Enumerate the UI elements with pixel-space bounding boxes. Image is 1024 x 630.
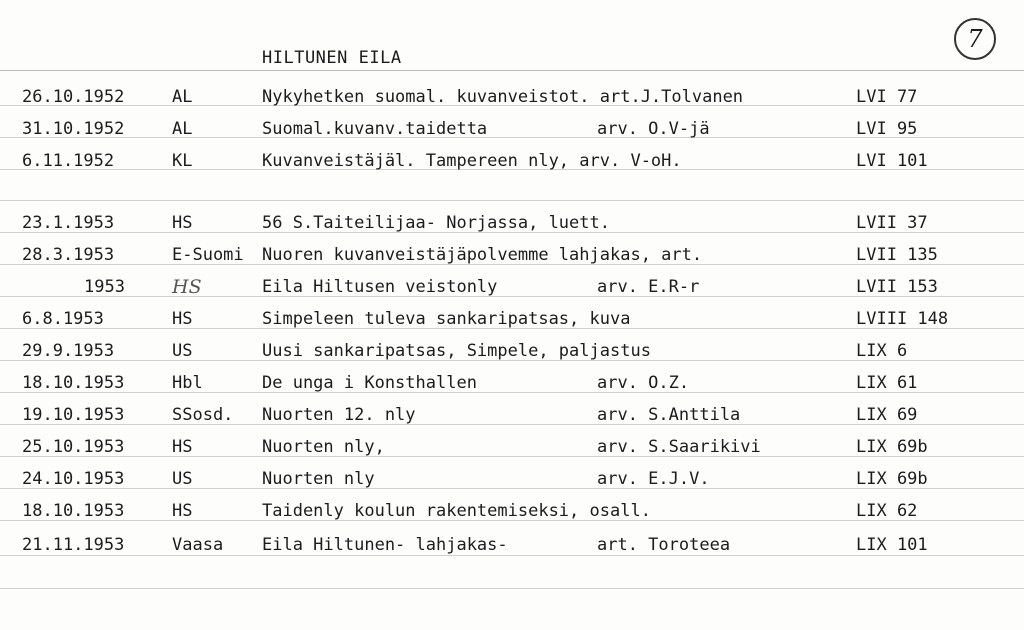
entry-source: SSosd. (172, 405, 234, 425)
entry-reference: LIX 69b (856, 437, 928, 457)
entry-date: 26.10.1952 (22, 87, 125, 107)
entry-date: 28.3.1953 (22, 245, 115, 265)
entry-note: arv. S.Anttila (597, 405, 741, 425)
entry-date: 18.10.1953 (22, 373, 125, 393)
entry-reference: LVII 37 (856, 213, 928, 233)
entry-text: Eila Hiltusen veistonly (262, 277, 498, 297)
ruled-line (0, 200, 1024, 201)
entry-source: HS (172, 437, 193, 457)
entry-note: arv. E.J.V. (597, 469, 710, 489)
entry-text: Nykyhetken suomal. kuvanveistot. art.J.Tolvanen (262, 87, 744, 107)
entry-text: 56 S.Taiteilijaa- Norjassa, luett. (262, 213, 610, 233)
entry-text: Nuorten nly (262, 469, 375, 489)
card-title: HILTUNEN EILA (262, 48, 402, 68)
entry-text: Nuorten nly, (262, 437, 385, 457)
entry-reference: LVI 95 (856, 119, 918, 139)
entry-reference: LIX 101 (856, 535, 928, 555)
entry-date: 19.10.1953 (22, 405, 125, 425)
ruled-line (0, 588, 1024, 589)
entry-text: Simpeleen tuleva sankaripatsas, kuva (262, 309, 631, 329)
entry-source: US (172, 341, 193, 361)
entry-text: Nuoren kuvanveistäjäpolvemme lahjakas, art. (262, 245, 703, 265)
entry-source: US (172, 469, 193, 489)
entry-note: arv. O.Z. (597, 373, 690, 393)
entry-text: Taidenly koulun rakentemiseksi, osall. (262, 501, 651, 521)
entry-reference: LVIII 148 (856, 309, 949, 329)
entry-date: 24.10.1953 (22, 469, 125, 489)
entry-reference: LVI 77 (856, 87, 918, 107)
ruled-line (0, 70, 1024, 71)
entry-date: 18.10.1953 (22, 501, 125, 521)
entry-reference: LIX 61 (856, 373, 918, 393)
entry-source: HS (172, 309, 193, 329)
entry-source: Hbl (172, 373, 203, 393)
entry-reference: LIX 62 (856, 501, 918, 521)
card-number: 7 (954, 18, 996, 60)
entry-text: Uusi sankaripatsas, Simpele, paljastus (262, 341, 651, 361)
entry-source: HS (172, 276, 202, 298)
entry-text: Kuvanveistäjäl. Tampereen nly, arv. V-oH. (262, 151, 682, 171)
entry-source: HS (172, 213, 193, 233)
entry-date: 6.11.1952 (22, 151, 115, 171)
entry-source: HS (172, 501, 193, 521)
entry-date: 21.11.1953 (22, 535, 125, 555)
entry-text: Eila Hiltunen- lahjakas- (262, 535, 508, 555)
entry-date: 29.9.1953 (22, 341, 115, 361)
entry-note: arv. E.R-r (597, 277, 700, 297)
entry-reference: LIX 69 (856, 405, 918, 425)
entry-text: De unga i Konsthallen (262, 373, 477, 393)
entry-note: art. Toroteea (597, 535, 731, 555)
entry-reference: LIX 6 (856, 341, 908, 361)
entry-source: E-Suomi (172, 245, 244, 265)
entry-reference: LVII 135 (856, 245, 938, 265)
entry-text: Suomal.kuvanv.taidetta (262, 119, 488, 139)
entry-date: 31.10.1952 (22, 119, 125, 139)
entry-source: KL (172, 151, 193, 171)
entry-reference: LIX 69b (856, 469, 928, 489)
entry-source: Vaasa (172, 535, 224, 555)
entry-reference: LVI 101 (856, 151, 928, 171)
entry-source: AL (172, 119, 193, 139)
entry-source: AL (172, 87, 193, 107)
entry-date: 25.10.1953 (22, 437, 125, 457)
entry-reference: LVII 153 (856, 277, 938, 297)
entry-note: arv. O.V-jä (597, 119, 710, 139)
entry-date: 1953 (84, 277, 125, 297)
entry-text: Nuorten 12. nly (262, 405, 416, 425)
entry-date: 6.8.1953 (22, 309, 104, 329)
entry-date: 23.1.1953 (22, 213, 115, 233)
entry-note: arv. S.Saarikivi (597, 437, 761, 457)
